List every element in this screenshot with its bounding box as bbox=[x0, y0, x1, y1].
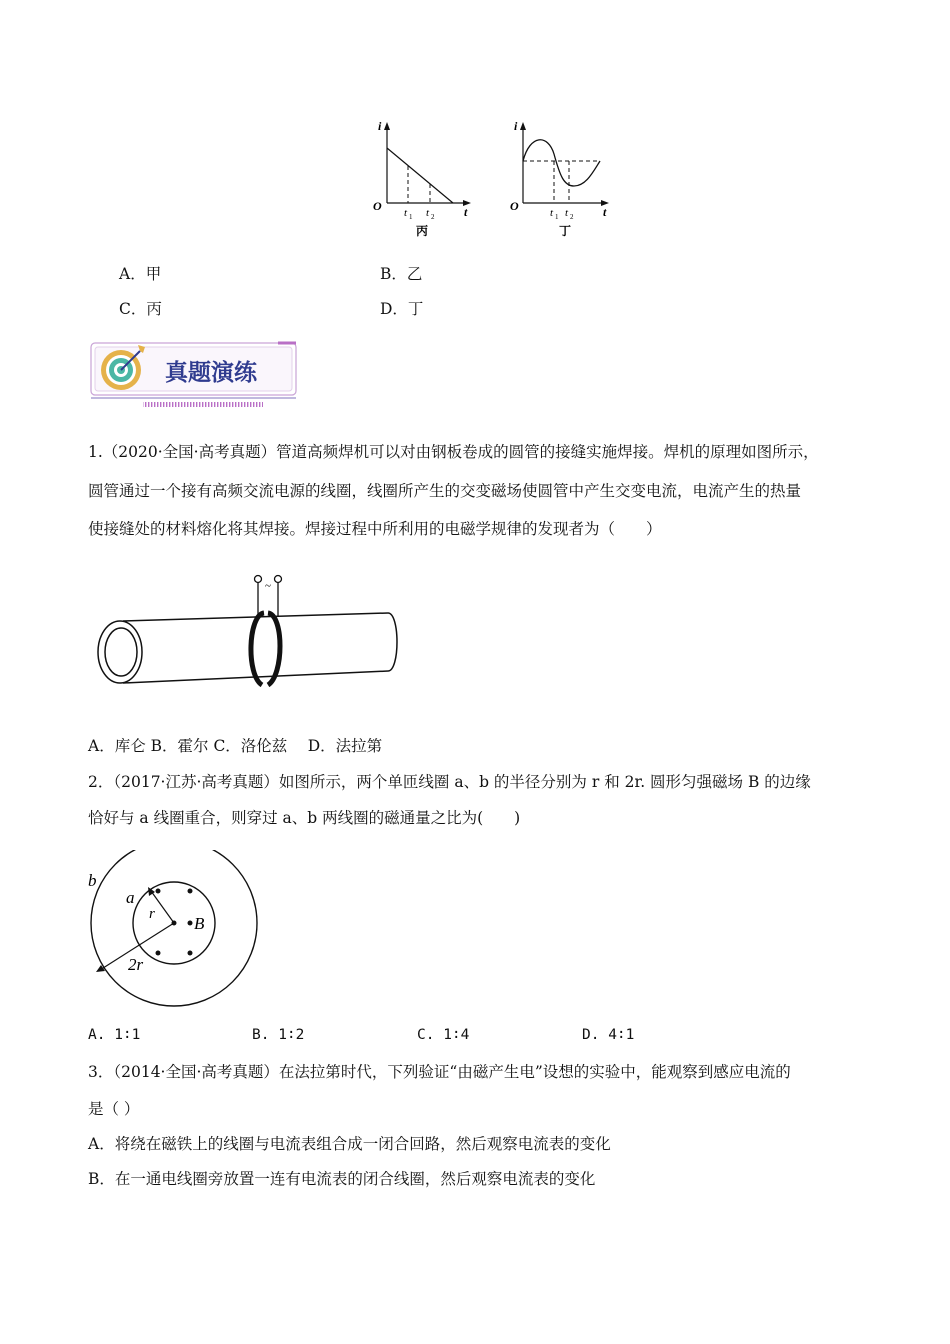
ac-source-symbol: ~ bbox=[265, 580, 271, 592]
q3-line-1: 3．（2014·全国·高考真题）在法拉第时代，下列验证“由磁产生电”设想的实验中，能观察到感应电流的 bbox=[88, 1063, 791, 1081]
label-a: a bbox=[126, 888, 135, 907]
q2-option-a: A. 1∶1 bbox=[88, 1027, 141, 1043]
x-axis-label: t bbox=[603, 205, 607, 219]
it-graphs-figure bbox=[360, 110, 630, 245]
graph-caption: 丙 bbox=[415, 224, 429, 238]
terminal bbox=[275, 576, 282, 583]
t2-label: t bbox=[426, 207, 430, 219]
q2-line-1: 2．（2017·江苏·高考真题）如图所示，两个单匝线圈 a、b 的半径分别为 r 和 2r. 圆形匀强磁场 B 的边缘 bbox=[88, 773, 811, 791]
origin-label: O bbox=[510, 199, 519, 213]
q1-line-2: 圆管通过一个接有高频交流电源的线圈，线圈所产生的交变磁场使圆管中产生交变电流，电流产生的热量 bbox=[88, 482, 802, 500]
option-b: B．乙 bbox=[380, 265, 423, 283]
banner-stripes bbox=[143, 402, 263, 407]
coil-b bbox=[91, 850, 257, 1006]
q1-line-3: 使接缝处的材料熔化将其焊接。焊接过程中所利用的电磁学规律的发现者为（ ） bbox=[88, 520, 662, 538]
y-axis-label: i bbox=[378, 119, 382, 133]
q1-options: A．库仑 B．霍尔 C．洛伦兹 D．法拉第 bbox=[88, 737, 383, 755]
sine-current-curve bbox=[523, 140, 600, 186]
t1-label: t bbox=[550, 207, 554, 219]
graph-ding bbox=[510, 119, 609, 238]
label-r: r bbox=[149, 906, 155, 922]
graph-bing bbox=[373, 119, 471, 238]
label-b: b bbox=[88, 871, 97, 890]
t2-sub: 2 bbox=[431, 213, 435, 221]
y-axis-label: i bbox=[514, 119, 518, 133]
label-B: B bbox=[194, 914, 205, 933]
t1-sub: 1 bbox=[555, 213, 559, 221]
graph-caption: 丁 bbox=[558, 224, 572, 238]
coil bbox=[251, 613, 264, 685]
q2-option-b: B. 1∶2 bbox=[252, 1027, 305, 1043]
option-d: D．丁 bbox=[380, 300, 424, 318]
terminal bbox=[255, 576, 262, 583]
t2-label: t bbox=[565, 207, 569, 219]
welding-pipe-figure bbox=[88, 565, 408, 695]
pipe-end-inner bbox=[105, 628, 137, 676]
t1-sub: 1 bbox=[409, 213, 413, 221]
coils-figure bbox=[80, 850, 270, 1020]
q3-option-b: B．在一通电线圈旁放置一连有电流表的闭合线圈，然后观察电流表的变化 bbox=[88, 1170, 596, 1188]
q2-option-d: D. 4∶1 bbox=[582, 1027, 635, 1043]
option-a: A．甲 bbox=[119, 265, 162, 283]
label-2r: 2r bbox=[128, 955, 144, 974]
option-c: C．丙 bbox=[119, 300, 162, 318]
t1-label: t bbox=[404, 207, 408, 219]
x-axis-label: t bbox=[464, 205, 468, 219]
origin-label: O bbox=[373, 199, 382, 213]
section-banner bbox=[88, 340, 303, 412]
q3-option-a: A．将绕在磁铁上的线圈与电流表组合成一闭合回路，然后观察电流表的变化 bbox=[88, 1135, 611, 1153]
q2-option-c: C. 1∶4 bbox=[417, 1027, 470, 1043]
q3-line-2: 是（ ） bbox=[88, 1100, 140, 1118]
q2-line-2: 恰好与 a 线圈重合，则穿过 a、b 两线圈的磁通量之比为( ) bbox=[88, 809, 521, 827]
t2-sub: 2 bbox=[570, 213, 574, 221]
banner-title: 真题演练 bbox=[165, 360, 257, 386]
decreasing-current-line bbox=[387, 148, 453, 203]
q1-line-1: 1.（2020·全国·高考真题）管道高频焊机可以对由钢板卷成的圆管的接缝实施焊接。焊机的原理如图所示， bbox=[88, 443, 819, 461]
